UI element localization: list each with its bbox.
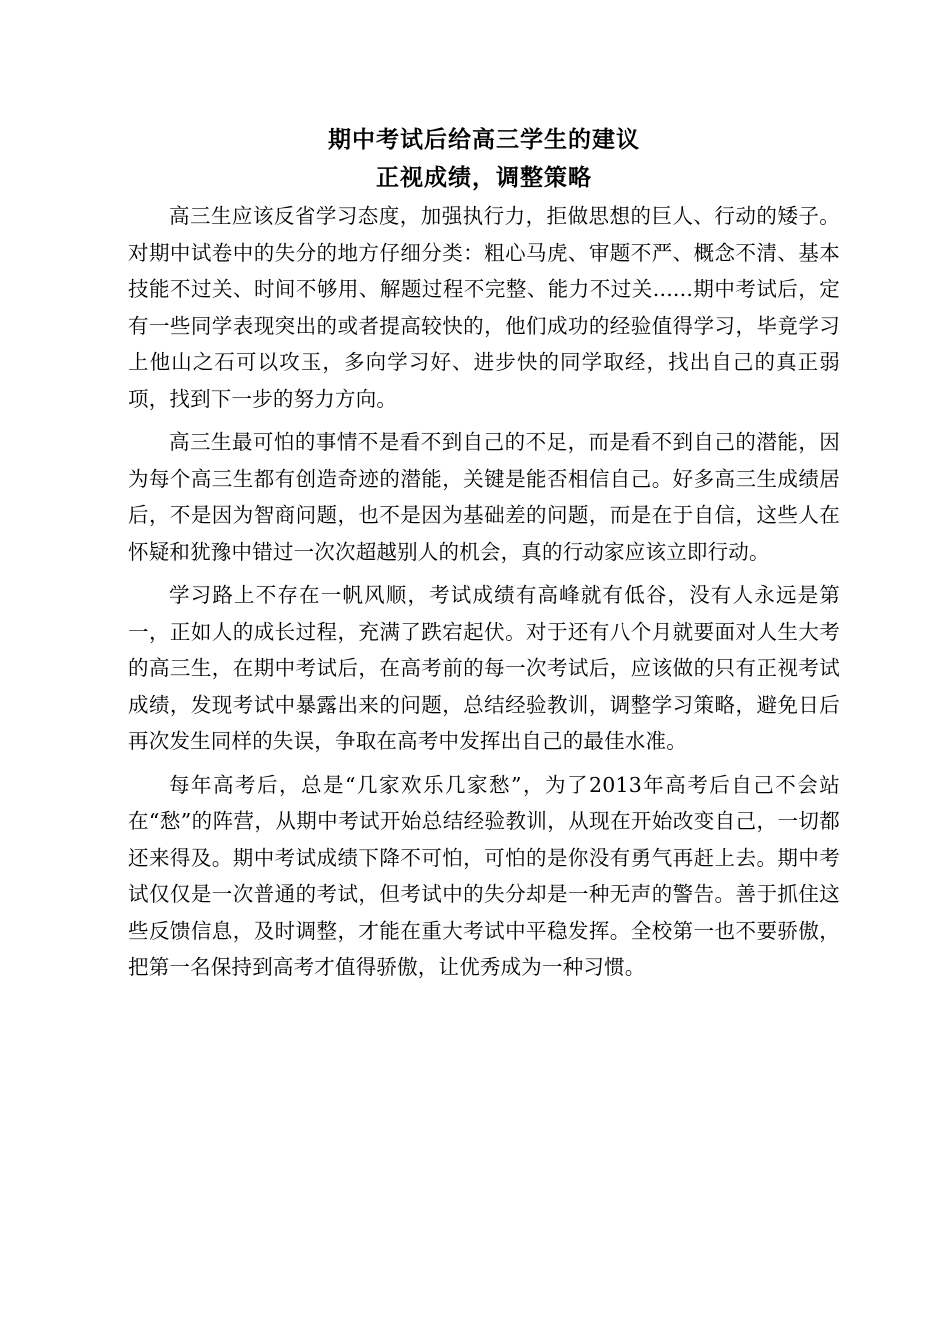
paragraph-4: 每年高考后，总是“几家欢乐几家愁”，为了2013年高考后自己不会站在“愁”的阵营，从期中考试开始总结经验教训，从现在开始改变自己，一切都还来得及。期中考试成绩下降不可怕，可怕的是你没有勇气再赶上去。期中考试仅仅是一次普通的考试，但考试中的失分却是一种无声的警告。善于抓住这些反馈信息，及时调整，才能在重大考试中平稳发挥。全校第一也不要骄傲，把第一名保持到高考才值得骄傲，让优秀成为一种习惯。: [128, 772, 840, 979]
document-title: 期中考试后给高三学生的建议: [328, 126, 640, 153]
paragraph-2: 高三生最可怕的事情不是看不到自己的不足，而是看不到自己的潜能，因为每个高三生都有创造奇迹的潜能，关键是能否相信自己。好多高三生成绩居后，不是因为智商问题，也不是因为基础差的问题，而是在于自信，这些人在怀疑和犹豫中错过一次次超越别人的机会，真的行动家应该立即行动。: [128, 430, 840, 564]
document-subtitle: 正视成绩，调整策略: [376, 164, 592, 191]
document-page: [128, 120, 840, 993]
paragraph-3: 学习路上不存在一帆风顺，考试成绩有高峰就有低谷，没有人永远是第一，正如人的成长过程，充满了跌宕起伏。对于还有八个月就要面对人生大考的高三生，在期中考试后，在高考前的每一次考试后，应该做的只有正视考试成绩，发现考试中暴露出来的问题，总结经验教训，调整学习策略，避免日后再次发生同样的失误，争取在高考中发挥出自己的最佳水准。: [128, 583, 840, 753]
paragraph-1: 高三生应该反省学习态度，加强执行力，拒做思想的巨人、行动的矮子。对期中试卷中的失分的地方仔细分类：粗心马虎、审题不严、概念不清、基本技能不过关、时间不够用、解题过程不完整、能力不过关......期中考试后，定有一些同学表现突出的或者提高较快的，他们成功的经验值得学习，毕竟学习上他山之石可以攻玉，多向学习好、进步快的同学取经，找出自己的真正弱项，找到下一步的努力方向。: [128, 204, 840, 411]
